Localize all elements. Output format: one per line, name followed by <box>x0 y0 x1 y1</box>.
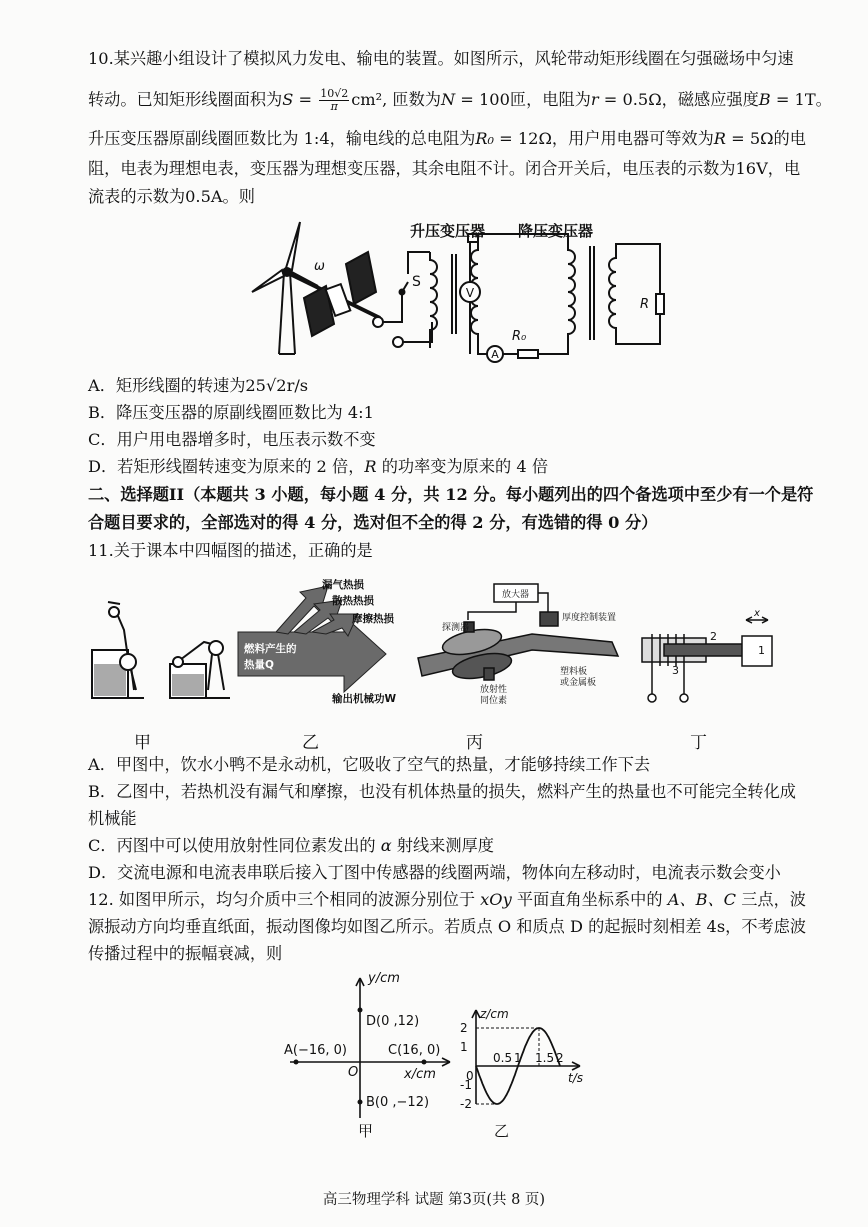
caption-yi: 乙 <box>302 733 319 753</box>
frac-den: π <box>330 100 338 113</box>
iron-core <box>664 644 744 656</box>
q10-option-C: C．用户用电器增多时，电压表示数不变 <box>88 430 376 449</box>
turbine-tower-side <box>290 272 295 354</box>
q11-option-C <box>88 835 494 857</box>
step-down-secondary-coil <box>609 252 616 344</box>
label-2: 2 <box>710 630 717 643</box>
var-R: R <box>364 457 377 476</box>
caption-bing: 丙 <box>466 733 483 753</box>
R-label: R <box>640 297 650 312</box>
voltmeter-label: V <box>465 286 475 300</box>
q10-optD-b: 的功率变为原来的 4 倍 <box>376 457 549 476</box>
y-tick-label: 2 <box>460 1021 468 1035</box>
q11-optC-b: 射线来测厚度 <box>391 836 494 855</box>
resistor-R0 <box>518 350 538 358</box>
var-N: N <box>440 90 456 109</box>
q11-stem: 11.关于课本中四幅图的描述，正确的是 <box>88 541 373 560</box>
caption-ding: 丁 <box>690 733 707 753</box>
q11-fig-jia-drinking-bird <box>84 590 234 710</box>
var-ABC: A、B、C <box>667 890 737 909</box>
section2-heading-line2: 合题目要求的，全部选对的得 4 分，选对但不全的得 2 分，有选错的得 0 分） <box>88 513 658 532</box>
plate-label-2: 或金属板 <box>560 678 597 688</box>
omega-label: ω <box>314 259 325 274</box>
switch-label: S <box>412 274 421 290</box>
q12-line2: 源振动方向均垂直纸面，振动图像均如图乙所示。若质点 O 和质点 D 的起振时刻相差 4s，不考虑波 <box>88 917 807 936</box>
q10-l2b: cm², 匝数为 <box>351 90 441 109</box>
isotope-source <box>484 668 494 680</box>
q10-option-A: A．矩形线圈的转速为25√2r/s <box>88 376 309 395</box>
q10-l2c: = 100匝，电阻为 <box>455 90 591 109</box>
q11-option-D: D．交流电源和电流表串联后接入丁图中传感器的线圈两端，物体向左移动时，电流表示数会变小 <box>88 863 781 882</box>
friction-label: 摩擦热损 <box>352 613 394 625</box>
y-axis-label: y/cm <box>368 971 400 986</box>
var-r: r <box>590 90 599 109</box>
q10-line2 <box>88 88 832 113</box>
q12-l1b: 平面直角坐标系中的 <box>511 890 668 909</box>
x-tick-label: 1.5 <box>535 1051 555 1065</box>
q10-l2a: 转动。已知矩形线圈面积为 <box>88 90 283 109</box>
detector-label: 探测器 <box>442 623 470 633</box>
thickness-control-label: 厚度控制装置 <box>562 613 617 623</box>
t-axis-label: t/s <box>568 1071 583 1085</box>
q11-optC-a: C．丙图中可以使用放射性同位素发出的 <box>88 836 381 855</box>
point-A <box>294 1060 299 1065</box>
z-axis-label: z/cm <box>480 1007 509 1021</box>
amplifier-label: 放大器 <box>502 590 530 600</box>
q10-option-D <box>88 456 548 478</box>
origin-label: O <box>348 1065 359 1080</box>
q10-line4: 阻，电表为理想电表，变压器为理想变压器，其余电阻不计。闭合开关后，电压表的示数为16V，电 <box>88 159 801 178</box>
step-up-label: 升压变压器 <box>410 222 486 240</box>
point-C-label: C(16, 0) <box>388 1043 441 1058</box>
q12-l1a: 12. 如图甲所示，均匀介质中三个相同的波源分别位于 <box>88 890 481 909</box>
output-label: 输出机械功W <box>332 693 397 705</box>
eq: = <box>293 90 318 109</box>
fig-yi-caption: 乙 <box>494 1122 510 1140</box>
q10-l2e: = 1T。 <box>770 90 832 109</box>
point-C <box>422 1060 427 1065</box>
x-tick-label: 0.5 <box>493 1051 513 1065</box>
q11-option-B-line2: 机械能 <box>88 809 137 828</box>
magnet-north <box>346 252 376 304</box>
q11-fig-bing-thickness-gauge <box>412 578 622 708</box>
q10-line5: 流表的示数为0.5A。则 <box>88 187 255 206</box>
heat-label: 散热热损 <box>332 595 374 607</box>
q12-line1 <box>88 889 806 911</box>
q11-option-A: A．甲图中，饮水小鸭不是永动机，它吸收了空气的热量，才能够持续工作下去 <box>88 755 651 774</box>
step-down-primary-coil <box>568 242 575 344</box>
slip-ring <box>373 317 383 327</box>
turbine-blade <box>286 222 300 270</box>
thickness-control-box <box>540 612 558 626</box>
plate-label-1: 塑料板 <box>560 667 588 677</box>
label-x: x <box>754 608 760 619</box>
q11-fig-yi-heat-engine <box>236 576 416 706</box>
point-D-label: D(0 ,12) <box>366 1014 420 1029</box>
x-tick-label: 0 <box>466 1069 474 1083</box>
turbine-blade <box>252 270 284 292</box>
turbine-tower <box>279 272 284 354</box>
point-B-label: B(0 ,−12) <box>366 1095 430 1110</box>
var-R0: R₀ <box>475 129 495 148</box>
q12-fig-jia-coordinates <box>284 968 464 1138</box>
alpha-symbol: α <box>380 836 392 855</box>
fuel-label-1: 燃料产生的 <box>244 643 297 655</box>
point-B <box>358 1100 363 1105</box>
section2-heading-line1: 二、选择题II（本题共 3 小题，每小题 4 分，共 12 分。每小题列出的四个备选项中至少有一个是符 <box>88 485 814 504</box>
area-fraction <box>319 88 349 113</box>
var-S: S <box>282 90 294 109</box>
q11-fig-ding-sensor <box>634 608 784 708</box>
x-tick-label: 2 <box>556 1051 564 1065</box>
q10-l3a: 升压变压器原副线圈匝数比为 1:4，输电线的总电阻为 <box>88 129 476 148</box>
label-1: 1 <box>758 644 765 657</box>
q10-optD-a: D．若矩形线圈转速变为原来的 2 倍， <box>88 457 365 476</box>
label-3: 3 <box>672 664 679 677</box>
caption-jia: 甲 <box>134 733 151 753</box>
q10-circuit-figure <box>0 212 868 372</box>
var-xOy: xOy <box>480 890 512 909</box>
frac-num: 10√2 <box>320 87 349 100</box>
q10-option-B: B．降压变压器的原副线圈匝数比为 4:1 <box>88 403 374 422</box>
q10-line1: 10.某兴趣小组设计了模拟风力发电、输电的装置。如图所示，风轮带动矩形线圈在匀强磁场中匀速 <box>88 49 794 68</box>
q10-l3b: = 12Ω，用户用电器可等效为 <box>494 129 714 148</box>
fuel-label-2: 热量Q <box>244 659 274 671</box>
ammeter-label: A <box>491 348 499 361</box>
var-B: B <box>758 90 771 109</box>
q10-l2d: = 0.5Ω，磁感应强度 <box>598 90 759 109</box>
page-footer: 高三物理学科 试题 第3页(共 8 页) <box>322 1192 546 1208</box>
fig-jia-caption: 甲 <box>358 1122 374 1140</box>
var-R: R <box>713 129 726 148</box>
R0-label: R₀ <box>512 329 527 344</box>
point-D <box>358 1008 363 1013</box>
x-tick-label: 1 <box>514 1051 522 1065</box>
y-tick-label: -2 <box>460 1097 472 1111</box>
load-resistor-R <box>656 294 664 314</box>
leak-label: 漏气热损 <box>322 579 364 591</box>
object-block <box>742 636 772 666</box>
y-tick-label: 1 <box>460 1040 468 1054</box>
isotope-label-2: 同位素 <box>480 696 508 706</box>
q10-line3 <box>88 128 806 150</box>
q10-l3c: = 5Ω的电 <box>725 129 806 148</box>
x-axis-label: x/cm <box>404 1067 436 1082</box>
step-down-label: 降压变压器 <box>518 222 594 240</box>
q12-l1c: 三点，波 <box>736 890 806 909</box>
isotope-label-1: 放射性 <box>480 685 508 695</box>
q11-option-B-line1: B．乙图中，若热机没有漏气和摩擦，也没有机体热量的损失，燃料产生的热量也不可能完全转化成 <box>88 782 796 801</box>
q12-line3: 传播过程中的振幅衰减，则 <box>88 944 283 963</box>
y-tick-label: -1 <box>460 1078 472 1092</box>
q12-fig-yi-vibration-graph <box>456 1000 596 1170</box>
point-A-label: A(−16, 0) <box>284 1043 348 1058</box>
slip-ring <box>393 337 403 347</box>
